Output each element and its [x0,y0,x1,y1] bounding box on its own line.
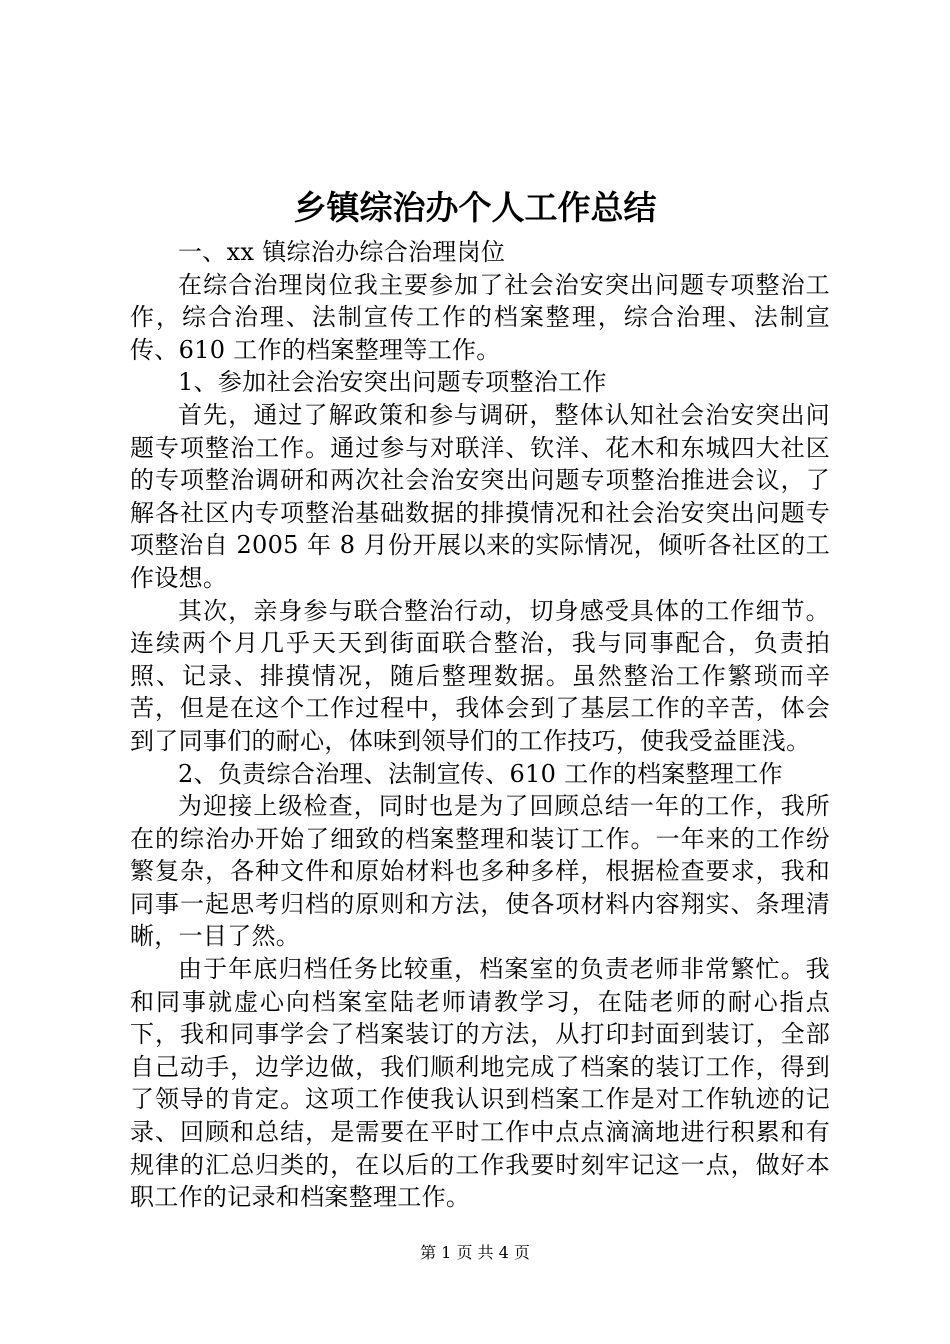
body-paragraph: 在综合治理岗位我主要参加了社会治安突出问题专项整治工作，综合治理、法制宣传工作的档案整理，综合治理、法制宣传、610 工作的档案整理等工作。 [130,270,830,364]
document-body [130,236,830,1214]
subsection-heading: 1、参加社会治安突出问题专项整治工作 [178,368,607,397]
body-paragraph: 为迎接上级检查，同时也是为了回顾总结一年的工作，我所在的综治办开始了细致的档案整理和装订工作。一年来的工作纷繁复杂，各种文件和原始材料也多种多样，根据检查要求，我和同事一起思考归档的原则和方法，使各项材料内容翔实、条理清晰，一目了然。 [130,792,830,951]
document-title: 乡镇综治办个人工作总结 [293,188,657,227]
body-paragraph: 首先，通过了解政策和参与调研，整体认知社会治安突出问题专项整治工作。通过参与对联洋、钦洋、花木和东城四大社区的专项整治调研和两次社会治安突出问题专项整治推进会议，了解各社区内专项整治基础数据的排摸情况和社会治安突出问题专项整治自 2005 年 8 月份开展以来的实际情况，倾听各社区的工作设想。 [130,400,830,592]
page-number-footer: 第 1 页 共 4 页 [420,1243,530,1262]
section-heading: 一、xx 镇综治办综合治理岗位 [178,238,506,266]
body-paragraph: 由于年底归档任务比较重，档案室的负责老师非常繁忙。我和同事就虚心向档案室陆老师请教学习，在陆老师的耐心指点下，我和同事学会了档案装订的方法，从打印封面到装订，全部自己动手，边学边做，我们顺利地完成了档案的装订工作，得到了领导的肯定。这项工作使我认识到档案工作是对工作轨迹的记录、回顾和总结，是需要在平时工作中点点滴滴地进行积累和有规律的汇总归类的，在以后的工作我要时刻牢记这一点，做好本职工作的记录和档案整理工作。 [130,955,830,1212]
body-paragraph: 其次，亲身参与联合整治行动，切身感受具体的工作细节。连续两个月几乎天天到街面联合整治，我与同事配合，负责拍照、记录、排摸情况，随后整理数据。虽然整治工作繁琐而辛苦，但是在这个工作过程中，我体会到了基层工作的辛苦，体会到了同事们的耐心，体味到领导们的工作技巧，使我受益匪浅。 [130,596,830,755]
subsection-heading: 2、负责综合治理、法制宣传、610 工作的档案整理工作 [178,759,783,788]
